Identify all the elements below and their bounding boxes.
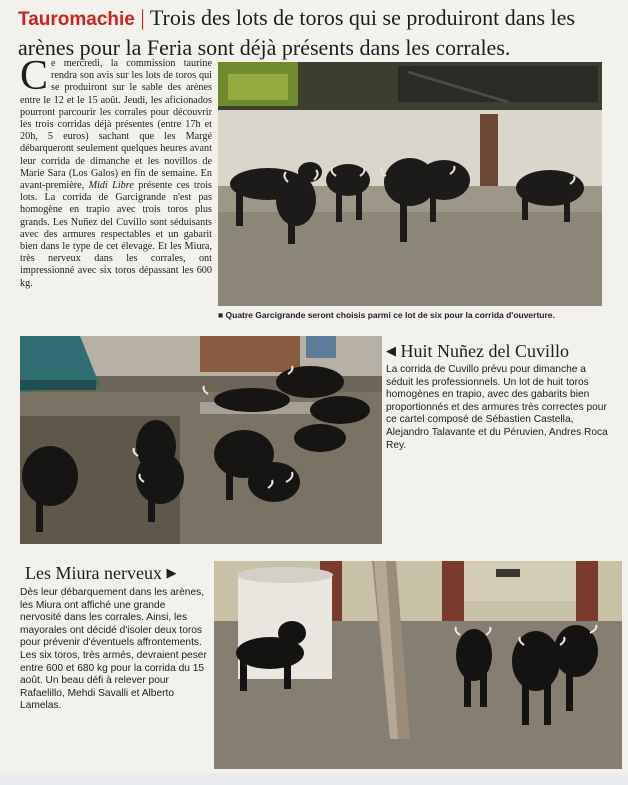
page-bottom-strip — [0, 773, 628, 785]
miura-text: Dès leur débarquement dans les arènes, les Miura ont affiché une grande nervosité dans les corrales. Ainsi, les mayorales ont décidé d'isoler deux toros pour prévenir d'éventuels affrontements. Les six toros, très armés, devraient peser entre 600 et 680 kg pour la corrida du 15 août. Un beau défi à relever pour Rafaelillo, Mehdi Savalli et Alberto Lamelas. — [20, 587, 207, 712]
arrow-right-icon: ▶ — [166, 565, 177, 580]
miura-title: Les Miura nerveux — [25, 563, 162, 583]
photo-cuvillo — [20, 336, 382, 544]
article-text-part2: présente ces trois lots. La corrida de Garcigrande n'est pas homogène en trapio avec trois toros plus grands. Les Nuñez del Cuvillo sont séduisants avec des armures respectables et un gabarit bien dans le type de cet élevage. Et les Miura, très nerveux dans les corrales, ont impressionné avec six toros dépassant les 600 kg. — [20, 180, 212, 289]
rubric-label: Tauromachie — [18, 9, 135, 30]
photo-miura — [214, 561, 622, 769]
article-body — [20, 53, 212, 290]
arrow-left-icon: ◀ — [386, 343, 396, 358]
headline-title: Trois des lots de toros qui se produiront dans les arènes pour la Feria sont déjà présents dans les corrales. — [18, 5, 575, 60]
article-publication-name: Midi Libre — [88, 180, 134, 192]
garcigrande-photo-illustration — [218, 62, 602, 306]
cuvillo-photo-illustration — [20, 336, 382, 544]
rubric-separator: | — [140, 5, 145, 30]
article-text-part1: e mercredi, la commission taurine rendra son avis sur les lots de toros qui se produiront sur le sable des arènes entre le 12 et le 15 août. Jeudi, les aficionados pourront parcourir les corrales pour découvrir les trois corridas déjà présentes (entre 17h et 20h, 5 euros) sachant que les Margé débarqueront seulement quelques heures avant leur corrida de dimanche et les novillos de Marie Sara (Los Galos) en fin de semaine. En avant-première, — [20, 58, 212, 192]
caption-text: Quatre Garcigrande seront choisis parmi ce lot de six pour la corrida d'ouverture. — [225, 310, 555, 320]
photo-caption — [218, 310, 555, 320]
caption-marker: ■ — [218, 310, 224, 320]
headline — [18, 4, 618, 62]
dropcap: C — [20, 53, 49, 99]
cuvillo-text: La corrida de Cuvillo prévu pour dimanche a séduit les professionnels. Un lot de huit toros homogènes en trapio, avec des gabarits bien proportionnés et des armures très correctes pour ce cartel composé de Sébastien Castella, Alejandro Talavante et du Péruvien, Andres Roca Rey. — [386, 364, 608, 451]
photo-garcigrande — [218, 62, 602, 306]
miura-photo-illustration — [214, 561, 622, 769]
cuvillo-heading — [386, 341, 569, 362]
cuvillo-title: Huit Nuñez del Cuvillo — [400, 341, 569, 361]
miura-heading — [25, 563, 176, 584]
